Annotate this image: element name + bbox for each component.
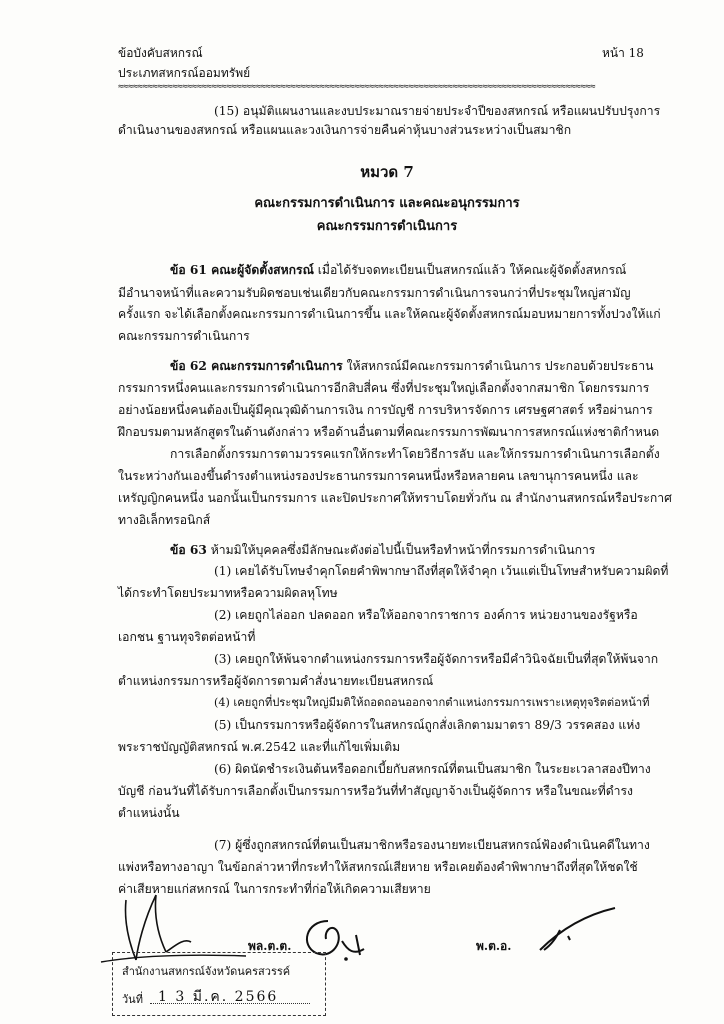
clause-61-text-1: เมื่อได้รับจดทะเบียนเป็นสหกรณ์แล้ว ให้คณะผู้จัดตั้งสหกรณ์: [313, 263, 627, 277]
clause-61-line-4: คณะกรรมการดำเนินการ: [118, 329, 250, 343]
clause-62-para2-line-4: ทางอิเล็กทรอนิกส์: [118, 513, 211, 527]
document-title: ข้อบังคับสหกรณ์: [118, 46, 203, 60]
clause-63-item-6-line-1: (6) ผิดนัดชำระเงินต้นหรือดอกเบี้ยกับสหกรณ์ที่ตนเป็นสมาชิก ในระยะเวลาสองปีทาง: [214, 762, 651, 776]
signature-right-scribble: [530, 900, 620, 960]
signature-label-right: พ.ต.อ.: [476, 939, 512, 953]
clause-63-item-7-line-3: ค่าเสียหายแก่สหกรณ์ ในการกระทำที่ก่อให้เกิดความเสียหาย: [118, 882, 431, 896]
clause-63-item-3-line-2: ตำแหน่งกรรมการหรือผู้จัดการตามคำสั่งนายทะเบียนสหกรณ์: [118, 674, 434, 688]
clause-61-line-2: มีอำนาจหน้าที่และความรับผิดชอบเช่นเดียวกับคณะกรรมการดำเนินการจนกว่าที่ประชุมใหญ่สามัญ: [118, 286, 631, 300]
clause-62-line-4: ฝึกอบรมตามหลักสูตรในด้านดังกล่าว หรือด้านอื่นตามที่คณะกรรมการพัฒนาการสหกรณ์แห่งชาติกำหนด: [118, 425, 660, 439]
clause-63-item-6-line-2: บัญชี ก่อนวันที่ได้รับการเลือกตั้งเป็นกรรมการหรือวันที่ทำสัญญาจ้างเป็นผู้จัดการ หรือในขณะที่ดำรง: [118, 784, 634, 798]
clause-61-line-1: [170, 262, 626, 278]
cooperative-type: ประเภทสหกรณ์ออมทรัพย์: [118, 66, 251, 80]
clause-63-item-2-line-2: เอกชน ฐานทุจริตต่อหน้าที่: [118, 630, 256, 644]
clause-63-item-2-line-1: (2) เคยถูกไล่ออก ปลดออก หรือให้ออกจากราชการ องค์การ หน่วยงานของรัฐหรือ: [214, 608, 638, 622]
chapter-subtitle-2: คณะกรรมการดำเนินการ: [316, 219, 458, 234]
stamp-office: สำนักงานสหกรณ์จังหวัดนครสวรรค์: [122, 965, 291, 978]
clause-62-para2-line-1: การเลือกตั้งกรรมการตามวรรคแรกให้กระทำโดยวิธีการลับ และให้กรรมการดำเนินการเลือกตั้ง: [170, 447, 660, 461]
clause-61-line-3: ครั้งแรก จะได้เลือกตั้งคณะกรรมการดำเนินการขึ้น และให้คณะผู้จัดตั้งสหกรณ์มอบหมายการทั้งปวงให้แก่: [118, 307, 661, 321]
stamp-date-label: วันที่: [122, 993, 143, 1006]
clause-63-item-5-line-2: พระราชบัญญัติสหกรณ์ พ.ศ.2542 และที่แก้ไขเพิ่มเติม: [118, 740, 401, 754]
stamp-date-value: 1 3 มี.ค. 2566: [158, 989, 279, 1005]
clause-63-heading: ข้อ 63: [170, 543, 207, 557]
clause-62-line-1: [170, 358, 653, 374]
clause-61-heading: ข้อ 61 คณะผู้จัดตั้งสหกรณ์: [170, 263, 314, 277]
clause-63-item-3-line-1: (3) เคยถูกให้พ้นจากตำแหน่งกรรมการหรือผู้จัดการหรือมีคำวินิจฉัยเป็นที่สุดให้พ้นจาก: [214, 652, 659, 666]
clause-62-line-3: อย่างน้อยหนึ่งคนต้องเป็นผู้มีคุณวุฒิด้านการเงิน การบัญชี การบริหารจัดการ เศรษฐศาสตร์ หรือผ่านการ: [118, 403, 653, 417]
clause-63-item-4-line-1: (4) เคยถูกที่ประชุมใหญ่มีมติให้ถอดถอนออกจากตำแหน่งกรรมการเพราะเหตุทุจริตต่อหน้าที่: [214, 696, 650, 709]
chapter-subtitle-1: คณะกรรมการดำเนินการ และคณะอนุกรรมการ: [254, 196, 520, 211]
clause-63-item-1-line-1: (1) เคยได้รับโทษจำคุกโดยคำพิพากษาถึงที่สุดให้จำคุก เว้นแต่เป็นโทษสำหรับความผิดที่: [214, 564, 669, 578]
clause-62-para2-line-2: ในระหว่างกันเองขึ้นดำรงตำแหน่งรองประธานกรรมการคนหนึ่งหรือหลายคน เลขานุการคนหนึ่ง และ: [118, 469, 639, 483]
intro-line-2: ดำเนินงานของสหกรณ์ หรือแผนและวงเงินการจ่ายคืนค่าหุ้นบางส่วนระหว่างเป็นสมาชิก: [118, 123, 572, 137]
chapter-title: หมวด 7: [360, 163, 414, 181]
clause-63-item-5-line-1: (5) เป็นกรรมการหรือผู้จัดการในสหกรณ์ถูกสั่งเลิกตามมาตรา 89/3 วรรคสอง แห่ง: [214, 718, 641, 732]
clause-63-item-6-line-3: ตำแหน่งนั้น: [118, 806, 180, 820]
clause-62-heading: ข้อ 62 คณะกรรมการดำเนินการ: [170, 359, 343, 373]
clause-63-item-7-line-2: แพ่งหรือทางอาญา ในข้อกล่าวหาที่กระทำให้สหกรณ์เสียหาย หรือเคยต้องคำพิพากษาถึงที่สุดให้ชดใช้: [118, 860, 638, 874]
stamp-date-underline: [150, 1003, 310, 1004]
clause-63-item-1-line-2: ได้กระทำโดยประมาทหรือความผิดลหุโทษ: [118, 586, 338, 600]
clause-62-text-1: ให้สหกรณ์มีคณะกรรมการดำเนินการ ประกอบด้วยประธาน: [342, 359, 654, 373]
signature-label-left: พล.ต.ต.: [248, 939, 292, 953]
clause-62-line-2: กรรมการหนึ่งคนและกรรมการดำเนินการอีกสิบสี่คน ซึ่งที่ประชุมใหญ่เลือกตั้งจากสมาชิก โดยกรรมการ: [118, 381, 650, 395]
clause-62-para2-line-3: เหรัญญิกคนหนึ่ง นอกนั้นเป็นกรรมการ และปิดประกาศให้ทราบโดยทั่วกัน ณ สำนักงานสหกรณ์หรือประกาศ: [118, 491, 672, 505]
clause-63-item-7-line-1: (7) ผู้ซึ่งถูกสหกรณ์ที่ตนเป็นสมาชิกหรือรองนายทะเบียนสหกรณ์ฟ้องดำเนินคดีในทาง: [214, 838, 650, 852]
page-number: หน้า 18: [602, 46, 644, 60]
clause-63-line-1: [170, 542, 595, 558]
clause-63-text-1: ห้ามมิให้บุคคลซึ่งมีลักษณะดังต่อไปนี้เป็นหรือทำหน้าที่กรรมการดำเนินการ: [206, 543, 596, 557]
intro-line-1: (15) อนุมัติแผนงานและงบประมาณรายจ่ายประจำปีของสหกรณ์ หรือแผนปรับปรุงการ: [214, 104, 661, 118]
header-separator: ≈≈≈≈≈≈≈≈≈≈≈≈≈≈≈≈≈≈≈≈≈≈≈≈≈≈≈≈≈≈≈≈≈≈≈≈≈≈≈≈≈≈≈≈≈≈≈≈≈≈≈≈≈≈≈≈≈≈≈≈≈≈≈≈≈≈≈≈≈≈≈≈≈≈≈≈≈≈≈≈≈≈≈≈≈≈≈≈≈≈≈≈≈≈≈≈≈: [118, 82, 596, 92]
